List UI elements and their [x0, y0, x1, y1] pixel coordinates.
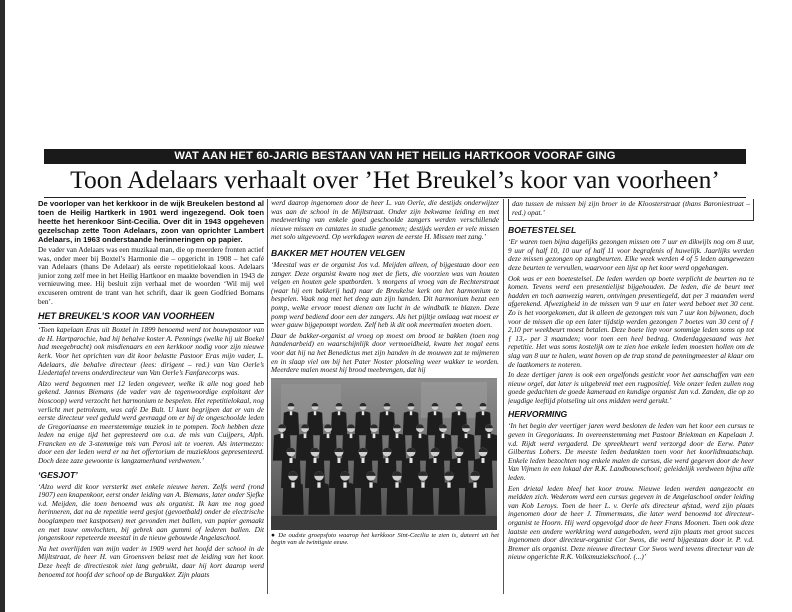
section-heading: HET BREUKEL’S KOOR VAN VOORHEEN — [38, 311, 264, 324]
article-kicker-banner: WAT AAN HET 60-JARIG BESTAAN VAN HET HEILIG HARTKOOR VOORAF GING — [44, 149, 746, 164]
paragraph: ‘In het begin der veertiger jaren werd besloten de leden van het koor een cursus te geven in Gregoriaans. In overeenstemming met Pastoor Briekman en Kapelaan J. v.d. Rijdt werd vergaderd. De spreekheurt werd verzorgd door de Eerw. Pater Gilbertus Lobers. De meeste leden bedankten toen voor het koorlidmaatschap. Enkele leden bezochten nog enkele malen de cursus, die werd gegeven door de heer Van Vijmen in een lokaal der R.K. Landbouwschool; geleidelijk verdween bijna alle leden. — [508, 421, 754, 483]
column-2 — [271, 199, 499, 612]
paragraph: ‘Alzo werd dit koor versterkt met enkele nieuwe heren. Zelfs werd (rond 1907) een knapenkoor, eerst onder leiding van A. Biemans, later onder Sjefke v.d. Meijden, die toen benoemd was als organist. Ik kan me nog goed herinneren, dat na de repetitie werd gesjot (gevoetbald) onder de electrische booglampen met kastpotsen) met gevonden met ballen, van papier gemaakt en met touw omvlochten, bij gebrek aan gummi of lederen ballen. Dit jongenskoor repeteerde meestal in de nieuw gebouwde Angelaschool. — [38, 481, 264, 543]
column-divider — [503, 199, 504, 594]
paragraph: werd daarop ingenomen door de heer L. van Oerle, die destijds onderwijzer was aan de school in de Mijltstraat. Onder zijn bekwame leiding en met medewerking van enkele goed geschoolde zangers werden verschillende nieuwe missen en cantates in studie genomen; destijds werden er vele missen met solo uitgevoerd. Op werkdagen waren de eerste H. Missen met zang.’ — [271, 199, 499, 242]
section-heading: ‘GESJOT’ — [38, 469, 78, 480]
section-heading: HERVORMING — [508, 409, 568, 420]
section-heading: BOETESTELSEL — [508, 225, 577, 236]
scan-edge — [0, 0, 5, 612]
continued-text-box — [508, 199, 754, 221]
paragraph: dan tussen de missen bij zijn broer in de Kloosterstraat (thans Baroniestraat – red.) opat.’ — [512, 199, 750, 217]
article-intro: De voorloper van het kerkkoor in de wijk Breukelen bestond al toen de Heilig Hartkerk in 1901 werd ingezegend. Ook toen heette het herenkoor Sint-Cecilia. Over dit in 1943 opgeheven gezelschap zette Toon Adelaars, zoon van oprichter Lambert Adelaars, in 1963 onderstaande herinneringen op papier. — [38, 199, 264, 244]
photo-caption: ● De oudste groepsfoto waarop het kerkkoor Sint-Cecilia te zien is, dateert uit het begin van de twintigste eeuw. — [271, 531, 499, 547]
paragraph: De vader van Adelaars was een muzikaal man, die op meerdere fronten actief was, onder meer bij Boxtel’s Harmonie die – opgericht in 1908 – het café van Adelaars (thans De Adelaar) als eerste repetitielokaal koos. Adelaars junior zong zelf mee in het Heilig Hartkoor en maakte bovendien in 1943 de vernieuwing mee. Hij besluit zijn verhaal met de woorden ‘Wil mij wel excuseren omtrent de trant van het schrift, daar ik geen Godfried Bomans ben’. — [38, 245, 264, 306]
paragraph: ‘Toen kapelaan Eras uit Boxtel in 1899 benoemd werd tot bouwpastoor van de H. Hartparochie, had hij behalve koster A. Pennings (welke hij uit Boekel had meegebracht) ook misdienaars en een kerkkoor nodig voor zijn nieuwe kerk. Voor het oprichten van dit koor belastte Pastoor Eras mijn vader, L. Adelaars, die behalve directeur (lees: dirigent – red.) van Van Oerle’s Liedertafel tevens onderdirecteur van Van Oerle’s Fanfarecorps was. — [38, 325, 264, 378]
section-heading: BAKKER MET HOUTEN VELGEN — [271, 247, 405, 258]
headline-rule — [44, 197, 746, 198]
paragraph: ‘Meestal was er de organist Jos v.d. Meijden alleen, of bijgestaan door een zanger. Deze organist kwam nog met de fiets, die voorzien was van houten velgen en houten gele spatborden. ’s morgens al vroeg van de Rechterstraat (waar hij een bakkerij had) naar de Breukelse kerk om het harmonium te bespelen. Vaak nog met het deeg aan zijn handen. Dit harmonium bezat een pomp, welke ervoor moest dienen om lucht in de windbalk te blazen. Deze pomp werd bediend door een der zangers. Als het pijltje omlaag wat moest er weer gauw bijgepompt worden. Zelf heb ik dit ook meermalen moeten doen. — [271, 259, 499, 330]
column-1 — [38, 199, 264, 612]
paragraph: Daar de bakker-organist al vroeg op moest om brood te bakken (toen nog handenarbeid) en waarschijnlijk door vermoeidheid, kwam het nogal eens voor dat hij na het Benedictus met zijn handen in de mouwen zat te mijmeren en in slaap viel om bij het Pater Noster plotseling weer wakker te worden. Meerdere malen moest hij brood meebrengen, dat hij — [271, 330, 499, 375]
paragraph: In deze dertiger jaren is ook een orgelfonds gesticht voor het aanschaffen van een nieuw orgel, dat later is uitgebreid met een rugpositief. Vele onzer leden zullen nog goede gedachten de goede kameraad en kundige organist Jan v.d. Zanden, die op zo jeugdige leeftijd plotseling uit ons midden werd gerukt.’ — [508, 370, 754, 405]
paragraph: Na het overlijden van mijn vader in 1909 werd het hoofd der school in de Mijltstraat, de heer H. van Groensven belast met de leiding van het koor. Deze heeft de directiestok niet lang gebruikt, daar hij kort daarop werd benoemd tot hoofd der school op de Burgakker. Zijn plaats — [38, 543, 264, 579]
paragraph: Ook was er een boetestelsel. De leden werden op boete verplicht de beurten na te komen. Tevens werd een presentielijst bijgehouden. De leden, die de beurt met hadden en toch aanwezig waren, ontvingen presentiegeld, dat per 3 maanden werd afgerekend. Afwezigheid in de missen van 9 uur en later werd beboet met 30 cent. Zo is het voorgekomen, dat ik alleen de gezongen mis van 7 uur kon bijwonen, doch voor de missen die op een later tijdstip werden gezongen 7 boetes van 30 cent of ƒ 2,10 per weekbeurt moest betalen. Deze boete liep voor sommige leden soms op tot ƒ 13,- per 3 maanden; voor toen een heel bedrag. Onderdaggesaand was het repetitie. Het was soms kostelijk om te zien hoe enkele leden moesten hollen om de slag van 8 uur te halen, want boven op de trap stond de penningmeester al klaar om de laatkomers te noteren. — [508, 273, 754, 369]
article-headline: Toon Adelaars verhaalt over ’Het Breukel’s koor van voorheen’ — [70, 165, 720, 194]
paragraph: Alzo werd begonnen met 12 leden ongeveer, welke ik alle nog goed heb gekend. Jannus Biemans (de vader van de tegenwoordige exploitant der bioscoop) werd verzocht het harmonium te bespelen. Het repetitielokaal, nog verlicht met petroleum, was café De Bult. U kunt begrijpen dat er van de eerste directeur veel geduld werd gevraagd om er bij de ongeschoolde leden de Gregoriaanse en meerstemmige muziek in te pompen. Toch hebben deze leden na enige tijd het gepresteerd om o.a. de mis van Cuijpers, Alph. Francken en de 3-stemmige mis van Perosi uit te voeren. Als intermezzo: door een der leden werd er na het offertorium de muziekloos gepresenteerd. Doch deze zaze gewoonte is langzamerhand verdwenen.’ — [38, 378, 264, 466]
paragraph: Een drietal leden bleef het koor trouw. Nieuwe leden werden aangezocht en meldden zich. Wederom werd een cursus gegeven in de Angelaschool onder leiding van Kob Leroys. Toen de heer L. v. Oerle als directeur afstad, werd zijn plaats ingenomen door de heer J. Timmermans, die later werd benoemd tot directeur-organist te Hoorn. Hij werd opgevolgd door de heer Frans Moonen. Toen ook deze laatste een andere werkkring werd aangeboden, werd zijn plaats met groot succes ingenomen door directeur-organist Cor Swos, die werd bijgestaan door ir. P. v.d. Bremer als organist. Deze nieuwe directeur Cor Swos werd tevens directeur van de nieuw opgerichte R.K. Volksmuziekschool. (...)’ — [508, 483, 754, 562]
column-3 — [508, 199, 754, 612]
paragraph: ‘Er waren toen bijna dagelijks gezongen missen om 7 uur en dikwijls nog om 8 uur, 9 uur of half 10, 10 uur of half 11 voor begrafenis of huwelijk. Jaarlijks werden deze missen gezongen op zangbeurten. Elke week werden 4 of 5 leden aangewezen deze beurten te vervullen, waarvoor een lijst op het koor werd opgehangen. — [508, 237, 754, 272]
column-divider — [267, 199, 268, 594]
choir-group-photo — [271, 378, 497, 530]
